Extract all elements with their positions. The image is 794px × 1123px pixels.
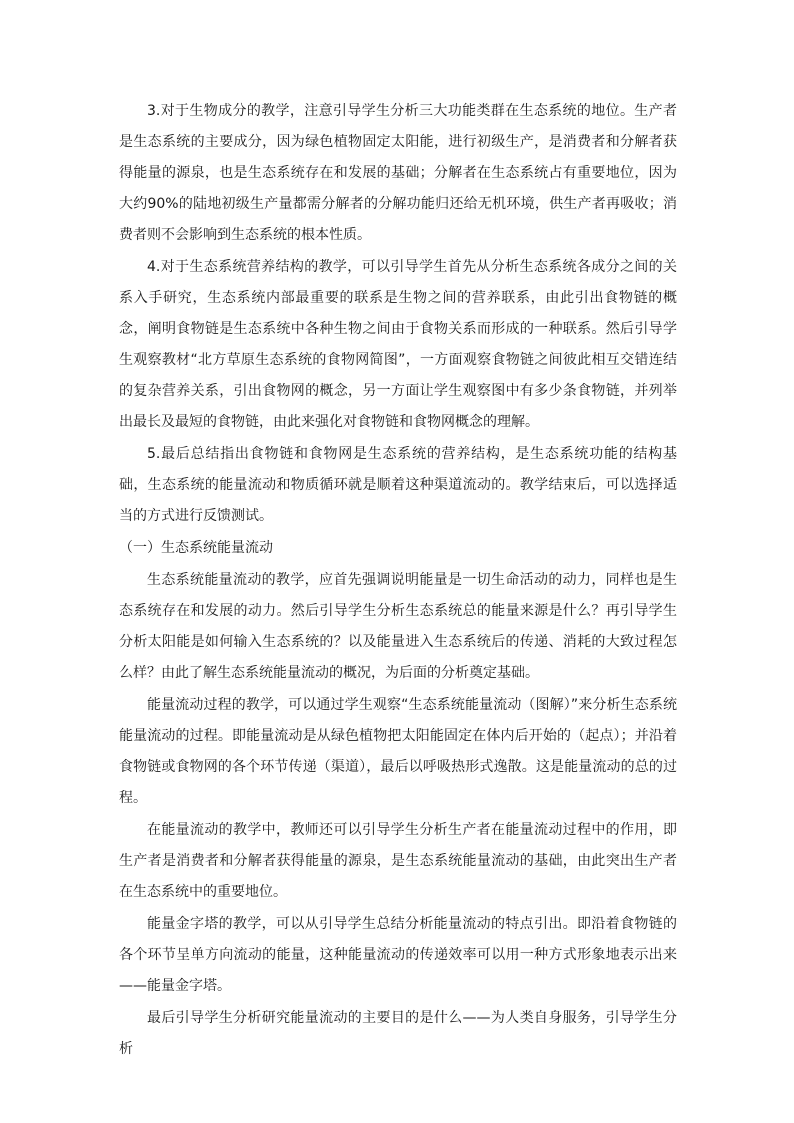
paragraph-energy-pyramid: 能量金字塔的教学，可以从引导学生总结分析能量流动的特点引出。即沿着食物链的各个环节呈单方向流动的能量，这种能量流动的传递效率可以用一种方式形象地表示出来——能量金字塔。 [119,916,677,994]
paragraph-energy-flow-process: 能量流动过程的教学，可以通过学生观察“生态系统能量流动（图解）”来分析生态系统能量流动的过程。即能量流动是从绿色植物把太阳能固定在体内后开始的（起点）；并沿着食物链或食物网的各个环节传递（渠道），最后以呼吸热形式逸散。这是能量流动的总的过程。 [119,697,677,806]
paragraph-trophic-structure: 4.对于生态系统营养结构的教学，可以引导学生首先从分析生态系统各成分之间的关系入手研究，生态系统内部最重要的联系是生物之间的营养联系，由此引出食物链的概念，阐明食物链是生态系统中各种生物之间由于食物关系而形成的一种联系。然后引导学生观察教材“北方草原生态系统的食物网简图”，一方面观察食物链之间彼此相互交错连结的复杂营养关系，引出食物网的概念，另一方面让学生观察图中有多少条食物链，并列举出最长及最短的食物链，由此来强化对食物链和食物网概念的理解。 [119,259,677,430]
paragraph-producer-role: 在能量流动的教学中，教师还可以引导学生分析生产者在能量流动过程中的作用，即生产者是消费者和分解者获得能量的源泉，是生态系统能量流动的基础，由此突出生产者在生态系统中的重要地位。 [119,822,677,900]
document-page [119,96,677,1066]
paragraph-summary: 5.最后总结指出食物链和食物网是生态系统的营养结构，是生态系统功能的结构基础，生态系统的能量流动和物质循环就是顺着这种渠道流动的。教学结束后，可以选择适当的方式进行反馈测试。 [119,446,677,524]
paragraph-research-purpose: 最后引导学生分析研究能量流动的主要目的是什么——为人类自身服务，引导学生分析 [119,1010,677,1057]
paragraph-biological-components: 3.对于生物成分的教学，注意引导学生分析三大功能类群在生态系统的地位。生产者是生态系统的主要成分，因为绿色植物固定太阳能，进行初级生产，是消费者和分解者获得能量的源泉，也是生态系统存在和发展的基础；分解者在生态系统占有重要地位，因为大约90%的陆地初级生产量都需分解者的分解功能归还给无机环境，供生产者再吸收；消费者则不会影响到生态系统的根本性质。 [119,103,677,243]
paragraph-energy-flow-intro: 生态系统能量流动的教学，应首先强调说明能量是一切生命活动的动力，同样也是生态系统存在和发展的动力。然后引导学生分析生态系统总的能量来源是什么？再引导学生分析太阳能是如何输入生态系统的？以及能量进入生态系统后的传递、消耗的大致过程怎么样？由此了解生态系统能量流动的概况，为后面的分析奠定基础。 [119,572,677,681]
section-heading: （一）生态系统能量流动 [119,540,273,556]
